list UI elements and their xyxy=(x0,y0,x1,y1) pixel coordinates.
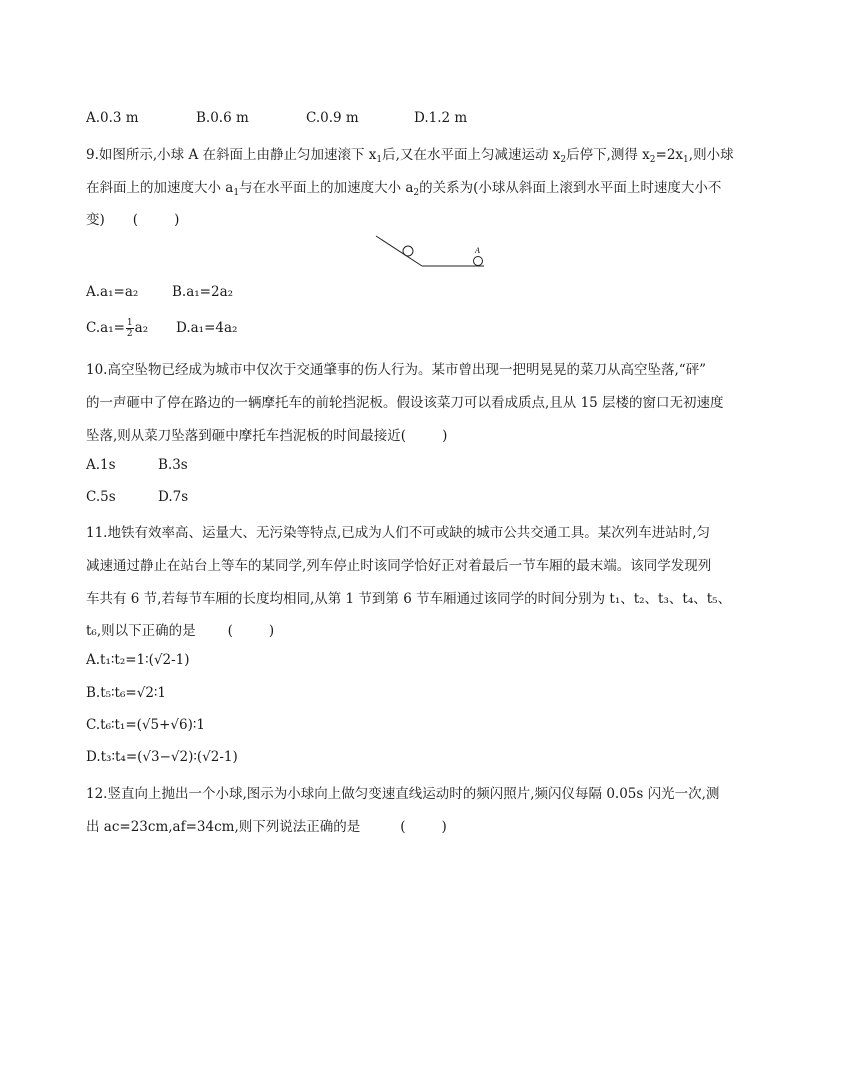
q9-text: =2x xyxy=(655,147,684,163)
answer-paren-close: ) xyxy=(442,428,448,444)
q9-option-c xyxy=(86,318,176,339)
q12-stem-line2 xyxy=(86,815,447,835)
q9-option-c-suffix: a₂ xyxy=(134,320,149,336)
q8-option-b: B.0.6 m xyxy=(196,110,249,126)
q10-stem-line3 xyxy=(86,424,447,444)
q9-option-b: B.a₁=2a₂ xyxy=(172,284,234,300)
answer-paren-open: ( xyxy=(227,623,233,639)
q11-text: t₆,则以下正确的是 xyxy=(86,623,196,639)
q9-options-row2 xyxy=(86,318,237,339)
q10-options-row2 xyxy=(86,489,188,505)
q10-option-c: C.5s xyxy=(86,489,116,505)
q9-stem-line3 xyxy=(86,208,179,228)
answer-paren-close: ) xyxy=(268,623,275,639)
incline-figure xyxy=(370,230,490,272)
q8-option-c: C.0.9 m xyxy=(306,110,359,126)
q8-option-d: D.1.2 m xyxy=(414,110,468,126)
q11-option-d: D.t₃∶t₄=(√3−√2)∶(√2-1) xyxy=(86,749,238,765)
q11-stem-line3: 车共有 6 节,若每节车厢的长度均相同,从第 1 节到第 6 节车厢通过该同学的时间分别为 t₁、t₂、t₃、t₄、t₅、 xyxy=(86,591,732,607)
q9-text: 的关系为(小球从斜面上滚到水平面上时速度大小不 xyxy=(419,180,722,196)
q10-stem-line2: 的一声砸中了停在路边的一辆摩托车的前轮挡泥板。假设该菜刀可以看成质点,且从 15 层楼的窗口无初速度 xyxy=(86,395,724,411)
q10-stem-line1: 10.高空坠物已经成为城市中仅次于交通肇事的伤人行为。某市曾出现一把明晃晃的菜刀从高空坠落,“砰” xyxy=(86,362,707,378)
answer-paren-close: ) xyxy=(174,212,180,228)
q9-text: 9.如图所示,小球 A 在斜面上由静止匀加速滚下 x xyxy=(86,147,377,163)
q11-stem-line1: 11.地铁有效率高、运量大、无污染等特点,已成为人们不可或缺的城市公共交通工具。某次列车进站时,匀 xyxy=(86,525,711,541)
q8-options xyxy=(86,110,467,126)
q10-text: 坠落,则从菜刀坠落到砸中摩托车挡泥板的时间最接近( xyxy=(86,428,407,444)
ball-on-ground xyxy=(474,257,483,266)
ball-on-incline xyxy=(403,246,413,256)
fraction xyxy=(126,318,134,339)
q9-text: 在斜面上的加速度大小 a xyxy=(86,180,234,196)
q12-stem-line1: 12.竖直向上抛出一个小球,图示为小球向上做匀变速直线运动时的频闪照片,频闪仪每隔 0.05s 闪光一次,测 xyxy=(86,786,720,802)
q11-option-c: C.t₆∶t₁=(√5+√6)∶1 xyxy=(86,717,205,733)
q8-option-a: A.0.3 m xyxy=(86,110,139,126)
answer-paren-open: ( xyxy=(400,819,406,835)
answer-paren-close: ) xyxy=(441,819,447,835)
q10-option-b: B.3s xyxy=(158,457,188,473)
fraction-denominator: 2 xyxy=(126,329,133,339)
incline-line xyxy=(376,236,422,266)
q10-option-a: A.1s xyxy=(86,457,116,473)
q10-options-row1 xyxy=(86,457,188,473)
q9-text: ,则小球 xyxy=(688,147,734,163)
q12-text: 出 ac=23cm,af=34cm,则下列说法正确的是 xyxy=(86,819,361,835)
q11-stem-line4 xyxy=(86,619,274,639)
q9-text: 变) xyxy=(86,212,105,228)
q9-stem-line2: 在斜面上的加速度大小 $a_1$与在水平面上的加速度大小 $a_2$的关系为(小球从斜面上滚到水平面上时速度大小不 xyxy=(86,180,722,198)
q9-option-a: A.a₁=a₂ xyxy=(86,284,139,300)
q10-option-d: D.7s xyxy=(158,489,189,505)
ball-label: A xyxy=(475,246,480,255)
q9-text: 与在水平面上的加速度大小 a xyxy=(239,180,414,196)
q9-option-d: D.a₁=4a₂ xyxy=(176,320,238,336)
answer-paren-open: ( xyxy=(132,212,139,228)
q9-stem-line1: 9.如图所示,小球 A 在斜面上由静止匀加速滚下 $x_1$后,又在水平面上匀减速运动 $x_2$后停下,测得 $x_2=2x_1$,则小球 xyxy=(86,147,734,165)
q9-text: 后,又在水平面上匀减速运动 x xyxy=(382,147,561,163)
q9-options-row1 xyxy=(86,284,233,300)
q9-option-c-text: C.a₁= xyxy=(86,320,125,336)
q11-option-a: A.t₁∶t₂=1∶(√2-1) xyxy=(86,652,190,668)
q9-text: 后停下,测得 x xyxy=(566,147,650,163)
q11-stem-line2: 减速通过静止在站台上等车的某同学,列车停止时该同学恰好正对着最后一节车厢的最末端。该同学发现列 xyxy=(86,558,712,574)
fraction-numerator: 1 xyxy=(126,318,133,328)
q11-option-b: B.t₅∶t₆=√2∶1 xyxy=(86,685,167,701)
